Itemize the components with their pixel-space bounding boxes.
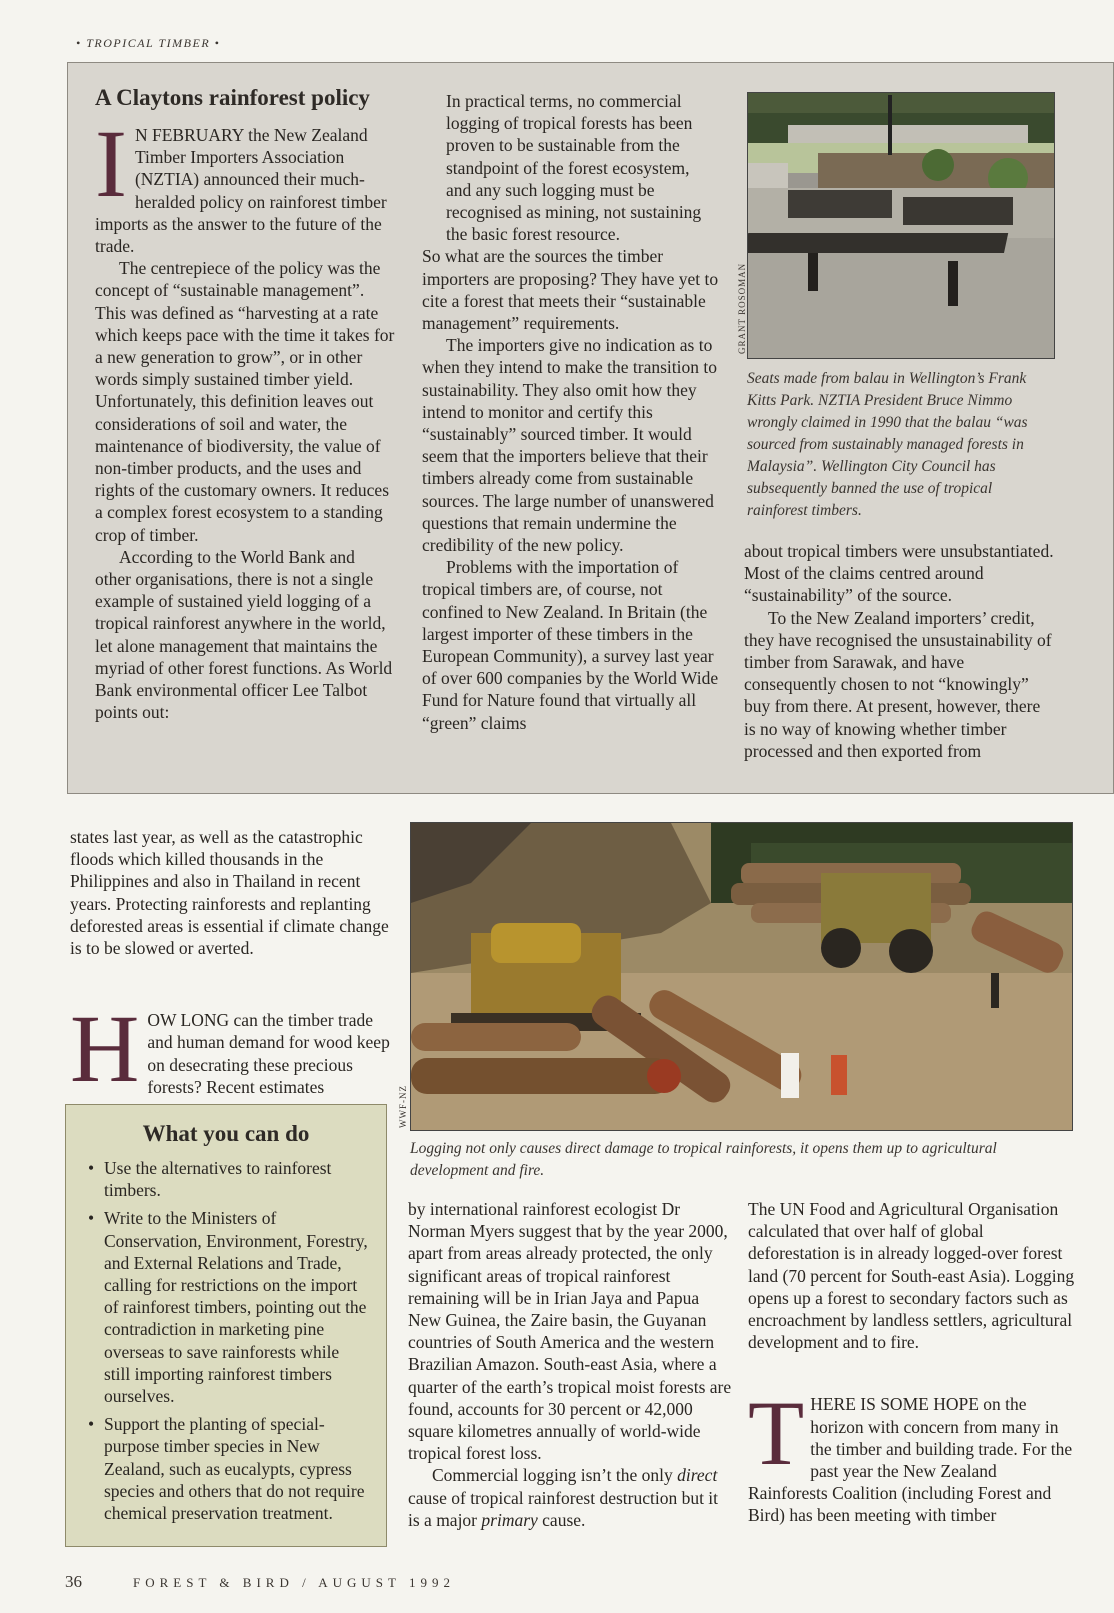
drop-cap: T <box>748 1382 805 1485</box>
paragraph: Problems with the importation of tropical timbers are, of course, not confined to New Zealand. In Britain (the largest importer of these timbers in the European Community), a survey last year of over 600 companies by the World Wide Fund for Nature found that virtually all “green” claims <box>422 557 719 733</box>
logging-photo <box>410 822 1073 1131</box>
photo-credit: WWF-NZ <box>398 1085 408 1128</box>
paragraph: by international rainforest ecologist Dr Norman Myers suggest that by the year 2000, apart from areas already protected, the only significant areas of tropical rainforest remaining will be in Irian Jaya and Papua New Guinea, the Zaire basin, the Guyanan countries of South America and the western Brazilian Amazon. South-east Asia, where a quarter of the earth’s tropical moist forests are found, accounts for 30 percent or 42,000 square kilometres annually of world-wide tropical forest loss. <box>408 1199 732 1464</box>
paragraph: The importers give no indication as to when they intend to make the transition to sustainability. They also omit how they intend to monitor and certify this “sustainably” sourced timber. It would seem that the importers believe that their timbers already come from sustainable sources. The large number of unanswered questions that remain undermine the credibility of the new policy. <box>422 335 718 556</box>
lower-article-column-1 <box>70 826 396 1103</box>
list-item: • Use the alternatives to rainforest timbers. <box>84 1157 368 1201</box>
action-list <box>84 1157 368 1524</box>
block-quote: In practical terms, no commercial logging of tropical forests has been proven to be sustainable from the standpoint of the forest ecosystem, and any such logging must be recognised as mining, not sustaining the basic forest resource. <box>446 91 702 245</box>
paragraph: Commercial logging isn’t the only direct cause of tropical rainforest destruction but it is a major primary cause. <box>408 1465 719 1530</box>
page-number: 36 <box>65 1572 82 1591</box>
sidebar-title: What you can do <box>142 1121 310 1146</box>
logging-photo-illustration <box>411 823 1073 1131</box>
lower-article-column-2 <box>408 1198 734 1531</box>
lower-article-column-3 <box>748 1198 1076 1527</box>
boxed-article-column-3 <box>744 540 1056 762</box>
photo-credit: GRANT ROSOMAN <box>737 262 747 354</box>
drop-cap: H <box>70 995 140 1103</box>
what-you-can-do-box <box>65 1104 387 1547</box>
paragraph: about tropical timbers were unsubstantiated. Most of the claims centred around “sustainability” of the source. <box>744 541 1054 606</box>
paragraph: The centrepiece of the policy was the concept of “sustainable management”. This was defined as “harvesting at a rate which keeps pace with the time it takes for a new generation to grow”, or in other words simply sustained timber yield. Unfortunately, this definition leaves out considerations of soil and water, the maintenance of biodiversity, the value of non-timber products, and the uses and rights of the customary owners. It reduces a complex forest ecosystem to a standing crop of timber. <box>95 258 395 545</box>
paragraph: So what are the sources the timber importers are proposing? They have yet to cite a forest that meets their “sustainable management” requirements. <box>422 246 719 334</box>
drop-cap: I <box>95 110 127 217</box>
paragraph: According to the World Bank and other organisations, there is not a single example of sustained yield logging of a tropical rainforest anywhere in the world, let alone management that maintains the myriad of other forest functions. As World Bank environmental officer Lee Talbot points out: <box>95 546 393 723</box>
boxed-article-column-2 <box>422 90 722 734</box>
paragraph: states last year, as well as the catastrophic floods which killed thousands in the Philippines and also in Thailand in recent years. Protecting rainforests and replanting deforested areas is essential if climate change is to be slowed or averted. <box>70 827 389 959</box>
publication-footer: FOREST & BIRD / AUGUST 1992 <box>133 1575 455 1590</box>
section-tag: • TROPICAL TIMBER • <box>76 36 221 50</box>
bench-photo-illustration <box>748 93 1055 359</box>
paragraph: The UN Food and Agricultural Organisation calculated that over half of global deforestation is in already logged-over forest land (70 percent for South-east Asia). Logging opens up a forest to secondary factors such as encroachment by landless settlers, agricultural development and to fire. <box>748 1199 1075 1353</box>
bench-photo <box>747 92 1055 359</box>
list-item: • Write to the Ministers of Conservation, Environment, Forestry, and External Relations and Trade, calling for restrictions on the import of rainforest timbers, pointing out the contradiction in marketing pine overseas to save rainforests while still importing rainforest timbers ourselves. <box>84 1207 368 1407</box>
lead-paragraph: THERE IS SOME HOPE on the horizon with concern from many in the timber and building trade. For the past year the New Zealand Rainforests Coalition (including Forest and Bird) has been meeting with timber <box>748 1382 1073 1526</box>
lead-paragraph: HOW LONG can the timber trade and human demand for wood keep on desecrating these precious forests? Recent estimates <box>70 995 390 1103</box>
list-item: • Support the planting of special-purpose timber species in New Zealand, such as eucalypts, cypress species and others that do not require chemical preservation treatment. <box>84 1413 368 1524</box>
photo-caption: Seats made from balau in Wellington’s Frank Kitts Park. NZTIA President Bruce Nimmo wrongly claimed in 1990 that the balau “was sourced from sustainably managed forests in Malaysia”. Wellington City Council has subsequently banned the use of tropical rainforest timbers. <box>747 370 1028 519</box>
photo-caption: Logging not only causes direct damage to tropical rainforests, it opens them up to agricultural development and fire. <box>410 1140 997 1179</box>
boxed-article-column-1 <box>95 84 395 723</box>
article-title: A Claytons rainforest policy <box>95 85 370 110</box>
lead-paragraph: I N FEBRUARY the New Zealand Timber Importers Association (NZTIA) announced their much-heralded policy on rainforest timber imports as the answer to the future of the trade. <box>95 110 387 257</box>
paragraph: To the New Zealand importers’ credit, they have recognised the unsustainability of timber from Sarawak, and have consequently chosen to not “knowingly” buy from there. At present, however, there is no way of knowing whether timber processed and then exported from <box>744 607 1052 761</box>
